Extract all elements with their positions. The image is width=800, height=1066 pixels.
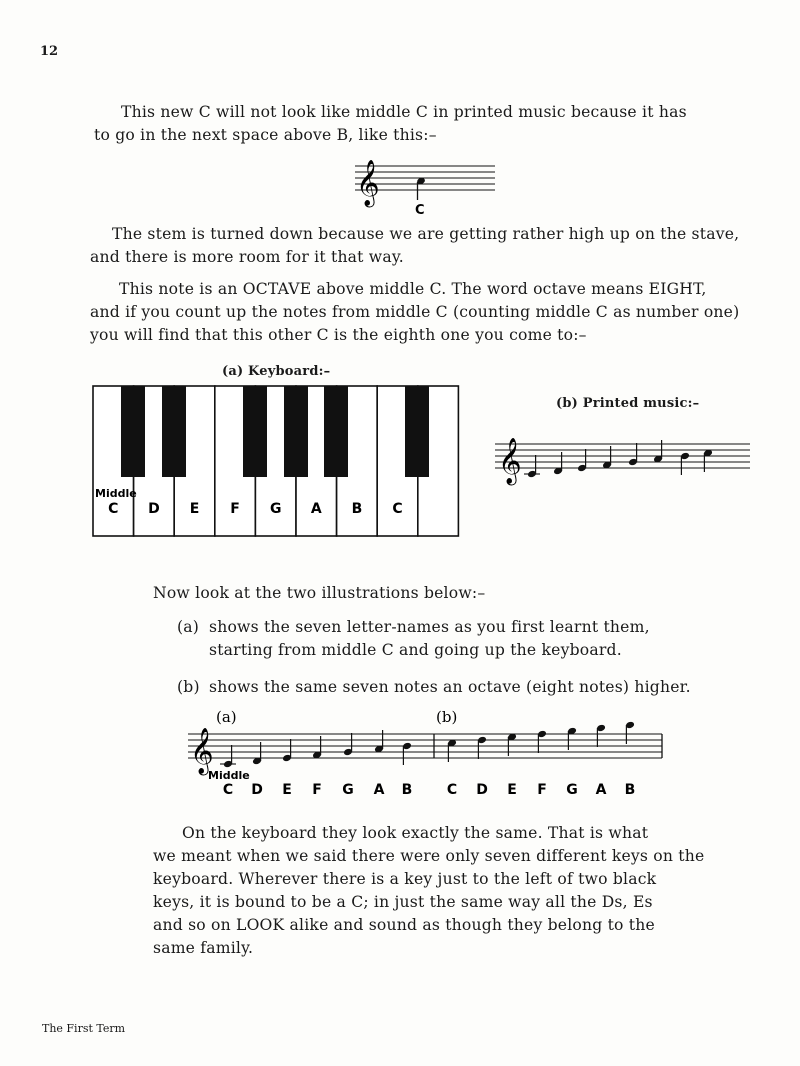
text-line: keys, it is bound to be a C; in just the same way all the Ds, Es bbox=[153, 893, 653, 911]
text-line: keyboard. Wherever there is a key just to the left of two black bbox=[153, 870, 657, 888]
note-name: F bbox=[312, 782, 322, 798]
note-head bbox=[282, 739, 292, 762]
text-line: On the keyboard they look exactly the same. That is what bbox=[182, 824, 649, 842]
keyboard-diagram bbox=[90, 384, 462, 540]
treble-clef-icon: 𝄞 bbox=[356, 160, 380, 206]
two-octave-notes bbox=[220, 721, 635, 769]
paragraph-stem bbox=[0, 223, 800, 269]
note-head bbox=[628, 443, 638, 466]
text-line: This new C will not look like middle C in printed music because it has bbox=[121, 103, 687, 121]
text-line: This note is an OCTAVE above middle C. The word octave means EIGHT, bbox=[119, 280, 707, 298]
note-head bbox=[343, 733, 353, 756]
footer-title: The First Term bbox=[42, 1022, 126, 1035]
staff-lines bbox=[188, 734, 662, 758]
note-head bbox=[577, 449, 587, 472]
treble-clef-icon: 𝄞 bbox=[190, 728, 214, 774]
note-label: C bbox=[415, 203, 425, 216]
figure-octave-c-staff bbox=[345, 154, 505, 216]
note-head bbox=[402, 742, 412, 765]
note-c bbox=[416, 177, 426, 200]
note-name: E bbox=[282, 782, 292, 798]
note-name: E bbox=[507, 782, 517, 798]
paragraph-look bbox=[153, 582, 485, 605]
text-line: Now look at the two illustrations below:– bbox=[153, 584, 486, 602]
key-label: C bbox=[392, 501, 403, 517]
treble-clef-icon: 𝄞 bbox=[498, 438, 522, 484]
text-line: The stem is turned down because we are getting rather high up on the stave, bbox=[112, 225, 740, 243]
note-head bbox=[596, 724, 606, 747]
middle-label: Middle bbox=[208, 769, 250, 782]
text-line: shows the same seven notes an octave (eight notes) higher. bbox=[209, 678, 691, 696]
illustrations-list bbox=[177, 616, 691, 699]
text-line: and so on LOOK alike and sound as though they belong to the bbox=[153, 916, 655, 934]
text-line: starting from middle C and going up the keyboard. bbox=[209, 641, 622, 659]
note-name: G bbox=[342, 782, 354, 798]
note-name: B bbox=[624, 782, 636, 798]
staff-lines bbox=[495, 444, 750, 468]
key-label: A bbox=[310, 501, 322, 517]
middle-label: Middle bbox=[95, 487, 137, 500]
note-head bbox=[537, 730, 547, 753]
key-label: C bbox=[108, 501, 119, 517]
note-name: F bbox=[537, 782, 547, 798]
note-head bbox=[524, 455, 540, 478]
note-name: C bbox=[446, 782, 458, 798]
text-line: and there is more room for it that way. bbox=[90, 248, 404, 266]
key-label: B bbox=[351, 501, 363, 517]
note-name: B bbox=[401, 782, 413, 798]
list-marker: (a) bbox=[177, 618, 200, 636]
label-a: (a) bbox=[216, 708, 237, 726]
note-head bbox=[680, 452, 690, 475]
list-item-a bbox=[177, 616, 691, 662]
text-line: same family. bbox=[153, 939, 254, 957]
list-marker: (b) bbox=[177, 678, 200, 696]
text-line: to go in the next space above B, like this:– bbox=[94, 126, 437, 144]
printed-music-staff bbox=[490, 424, 755, 486]
note-name: D bbox=[251, 782, 263, 798]
text-line: we meant when we said there were only seven different keys on the bbox=[153, 847, 705, 865]
list-item-b bbox=[177, 676, 691, 699]
paragraph-octave bbox=[0, 278, 800, 347]
text-line: and if you count up the notes from middle C (counting middle C as number one) bbox=[90, 303, 740, 321]
keyboard-caption: (a) Keyboard:– bbox=[222, 364, 331, 379]
key-label: E bbox=[189, 501, 200, 517]
note-head bbox=[477, 736, 487, 759]
scale-notes bbox=[524, 440, 713, 478]
note-name: A bbox=[373, 782, 385, 798]
key-label: D bbox=[148, 501, 160, 517]
note-name: G bbox=[566, 782, 578, 798]
paragraph-new-c bbox=[0, 101, 800, 147]
text-line: shows the seven letter-names as you first learnt them, bbox=[209, 618, 650, 636]
note-name: C bbox=[222, 782, 234, 798]
note-head bbox=[220, 745, 236, 768]
key-label: G bbox=[269, 501, 282, 517]
paragraph-keyboard-same bbox=[153, 822, 704, 960]
note-name: A bbox=[595, 782, 607, 798]
key-label: F bbox=[230, 501, 240, 517]
note-name: D bbox=[476, 782, 488, 798]
page-number: 12 bbox=[40, 44, 59, 59]
text-line: you will find that this other C is the eighth one you come to:– bbox=[90, 326, 587, 344]
printed-music-caption: (b) Printed music:– bbox=[556, 396, 700, 411]
two-octave-staff bbox=[180, 704, 670, 800]
label-b: (b) bbox=[436, 708, 458, 726]
